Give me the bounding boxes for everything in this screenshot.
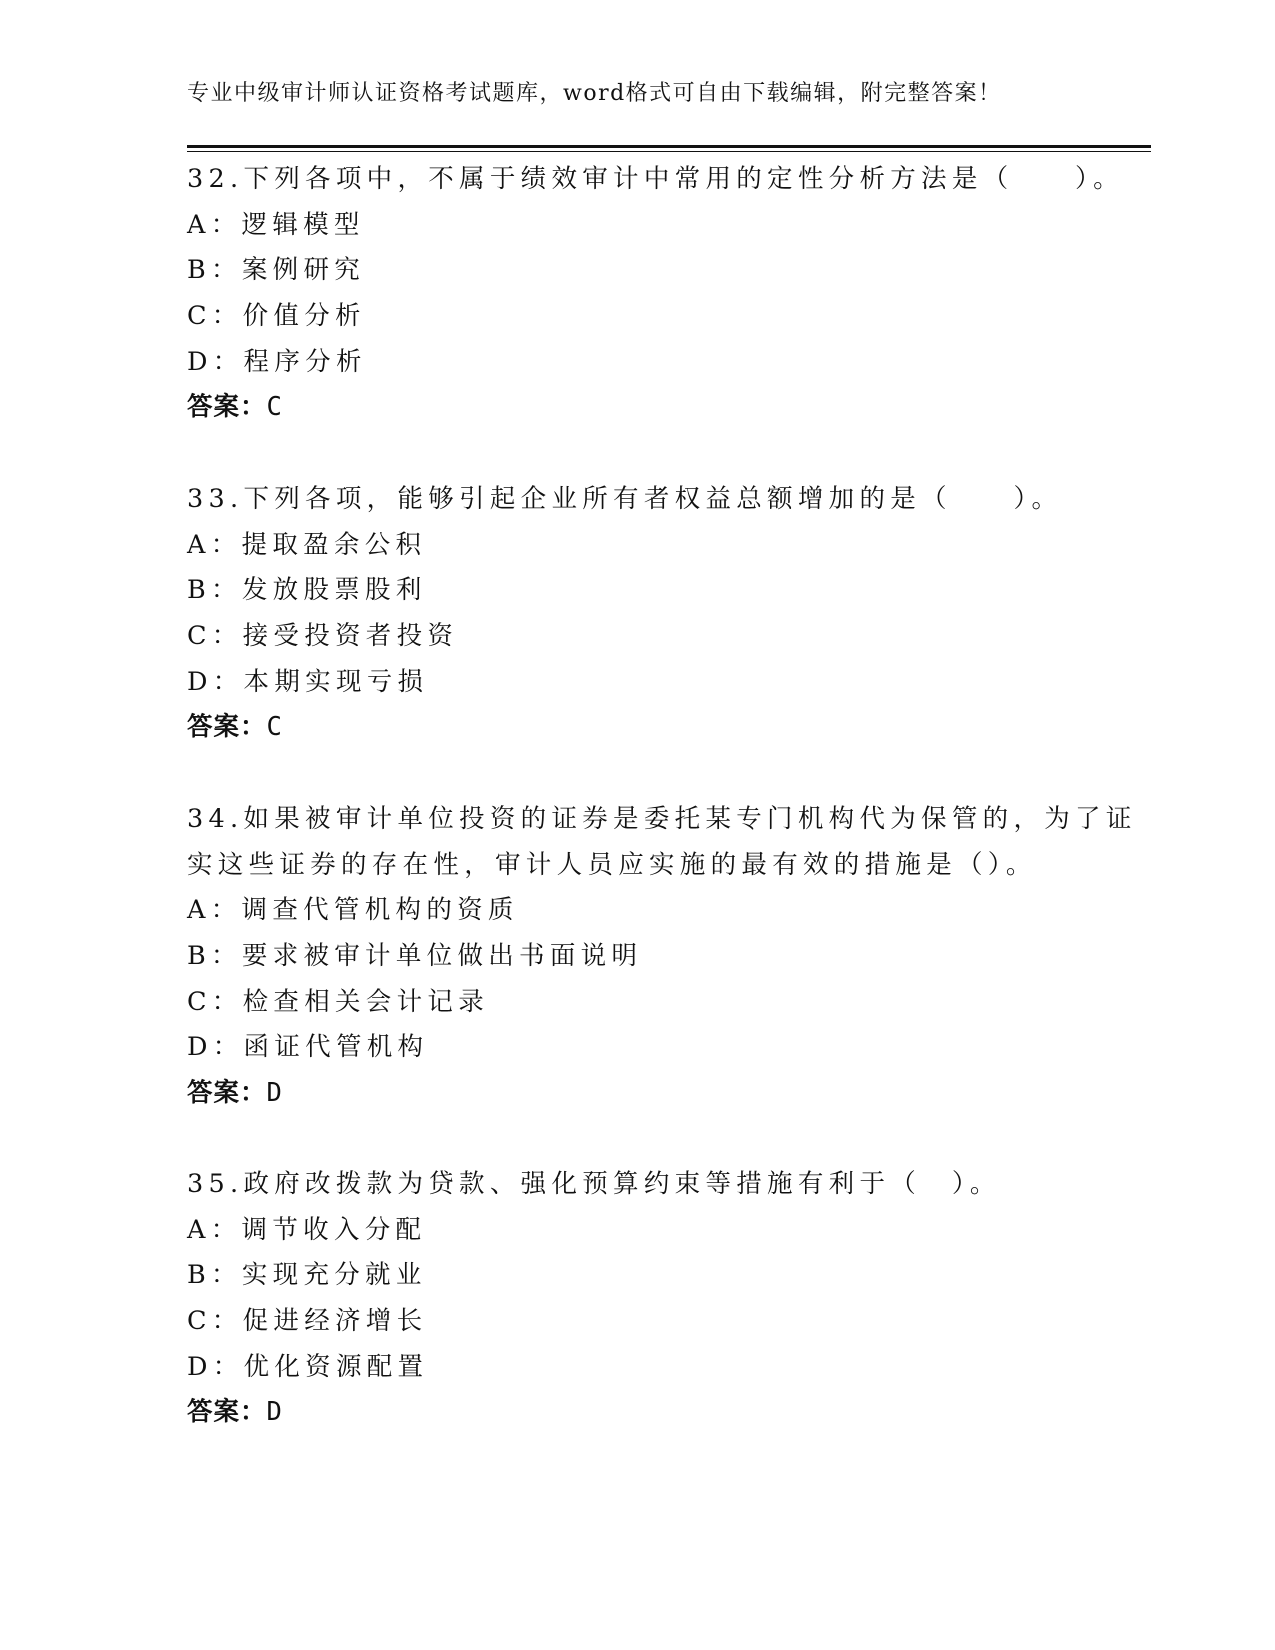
- answer-value: C: [266, 712, 283, 743]
- question-stem: 32.下列各项中，不属于绩效审计中常用的定性分析方法是（ ）。: [187, 164, 1124, 194]
- header-divider-thin: [187, 151, 1151, 152]
- option-b: B：案例研究: [187, 255, 366, 286]
- option-a: A：调节收入分配: [187, 1214, 427, 1245]
- answer-line: [187, 1390, 1087, 1436]
- question-32: [187, 157, 1124, 431]
- option-a: A：调查代管机构的资质: [187, 895, 519, 926]
- option-b: B：实现充分就业: [187, 1260, 427, 1291]
- option-d: D：函证代管机构: [187, 1032, 429, 1063]
- question-stem: 33.下列各项，能够引起企业所有者权益总额增加的是（ ）。: [187, 484, 1063, 514]
- page-header: 专业中级审计师认证资格考试题库，word格式可自由下载编辑，附完整答案！: [187, 81, 1002, 106]
- answer-value: D: [266, 1078, 283, 1109]
- option-a: A：提取盈余公积: [187, 529, 427, 560]
- answer-label: 答案：: [187, 1078, 267, 1109]
- option-c: C：价值分析: [187, 301, 366, 332]
- answer-label: 答案：: [187, 392, 267, 423]
- option-d: D：本期实现亏损: [187, 666, 429, 697]
- answer-label: 答案：: [187, 1397, 267, 1428]
- question-33: [187, 477, 1087, 751]
- question-stem-line-1: 34.如果被审计单位投资的证券是委托某专门机构代为保管的，为了证: [187, 804, 1137, 834]
- question-34: [187, 797, 1137, 1117]
- option-d: D：优化资源配置: [187, 1351, 429, 1382]
- question-35: [187, 1162, 1087, 1436]
- option-d: D：程序分析: [187, 346, 367, 377]
- option-a: A：逻辑模型: [187, 209, 365, 240]
- answer-line: [187, 705, 1087, 751]
- header-divider-thick: [187, 145, 1151, 148]
- answer-label: 答案：: [187, 712, 267, 743]
- answer-line: [187, 385, 1087, 431]
- option-c: C：接受投资者投资: [187, 621, 459, 652]
- option-c: C：检查相关会计记录: [187, 986, 490, 1017]
- question-stem-line-2: 实这些证券的存在性，审计人员应实施的最有效的措施是（）。: [187, 849, 1037, 880]
- option-b: B：发放股票股利: [187, 575, 427, 606]
- option-b: B：要求被审计单位做出书面说明: [187, 941, 643, 972]
- option-c: C：促进经济增长: [187, 1306, 428, 1337]
- question-stem: 35.政府改拨款为贷款、强化预算约束等措施有利于（ ）。: [187, 1169, 1001, 1199]
- answer-line: [187, 1071, 1087, 1117]
- answer-value: C: [266, 392, 283, 423]
- answer-value: D: [266, 1397, 283, 1428]
